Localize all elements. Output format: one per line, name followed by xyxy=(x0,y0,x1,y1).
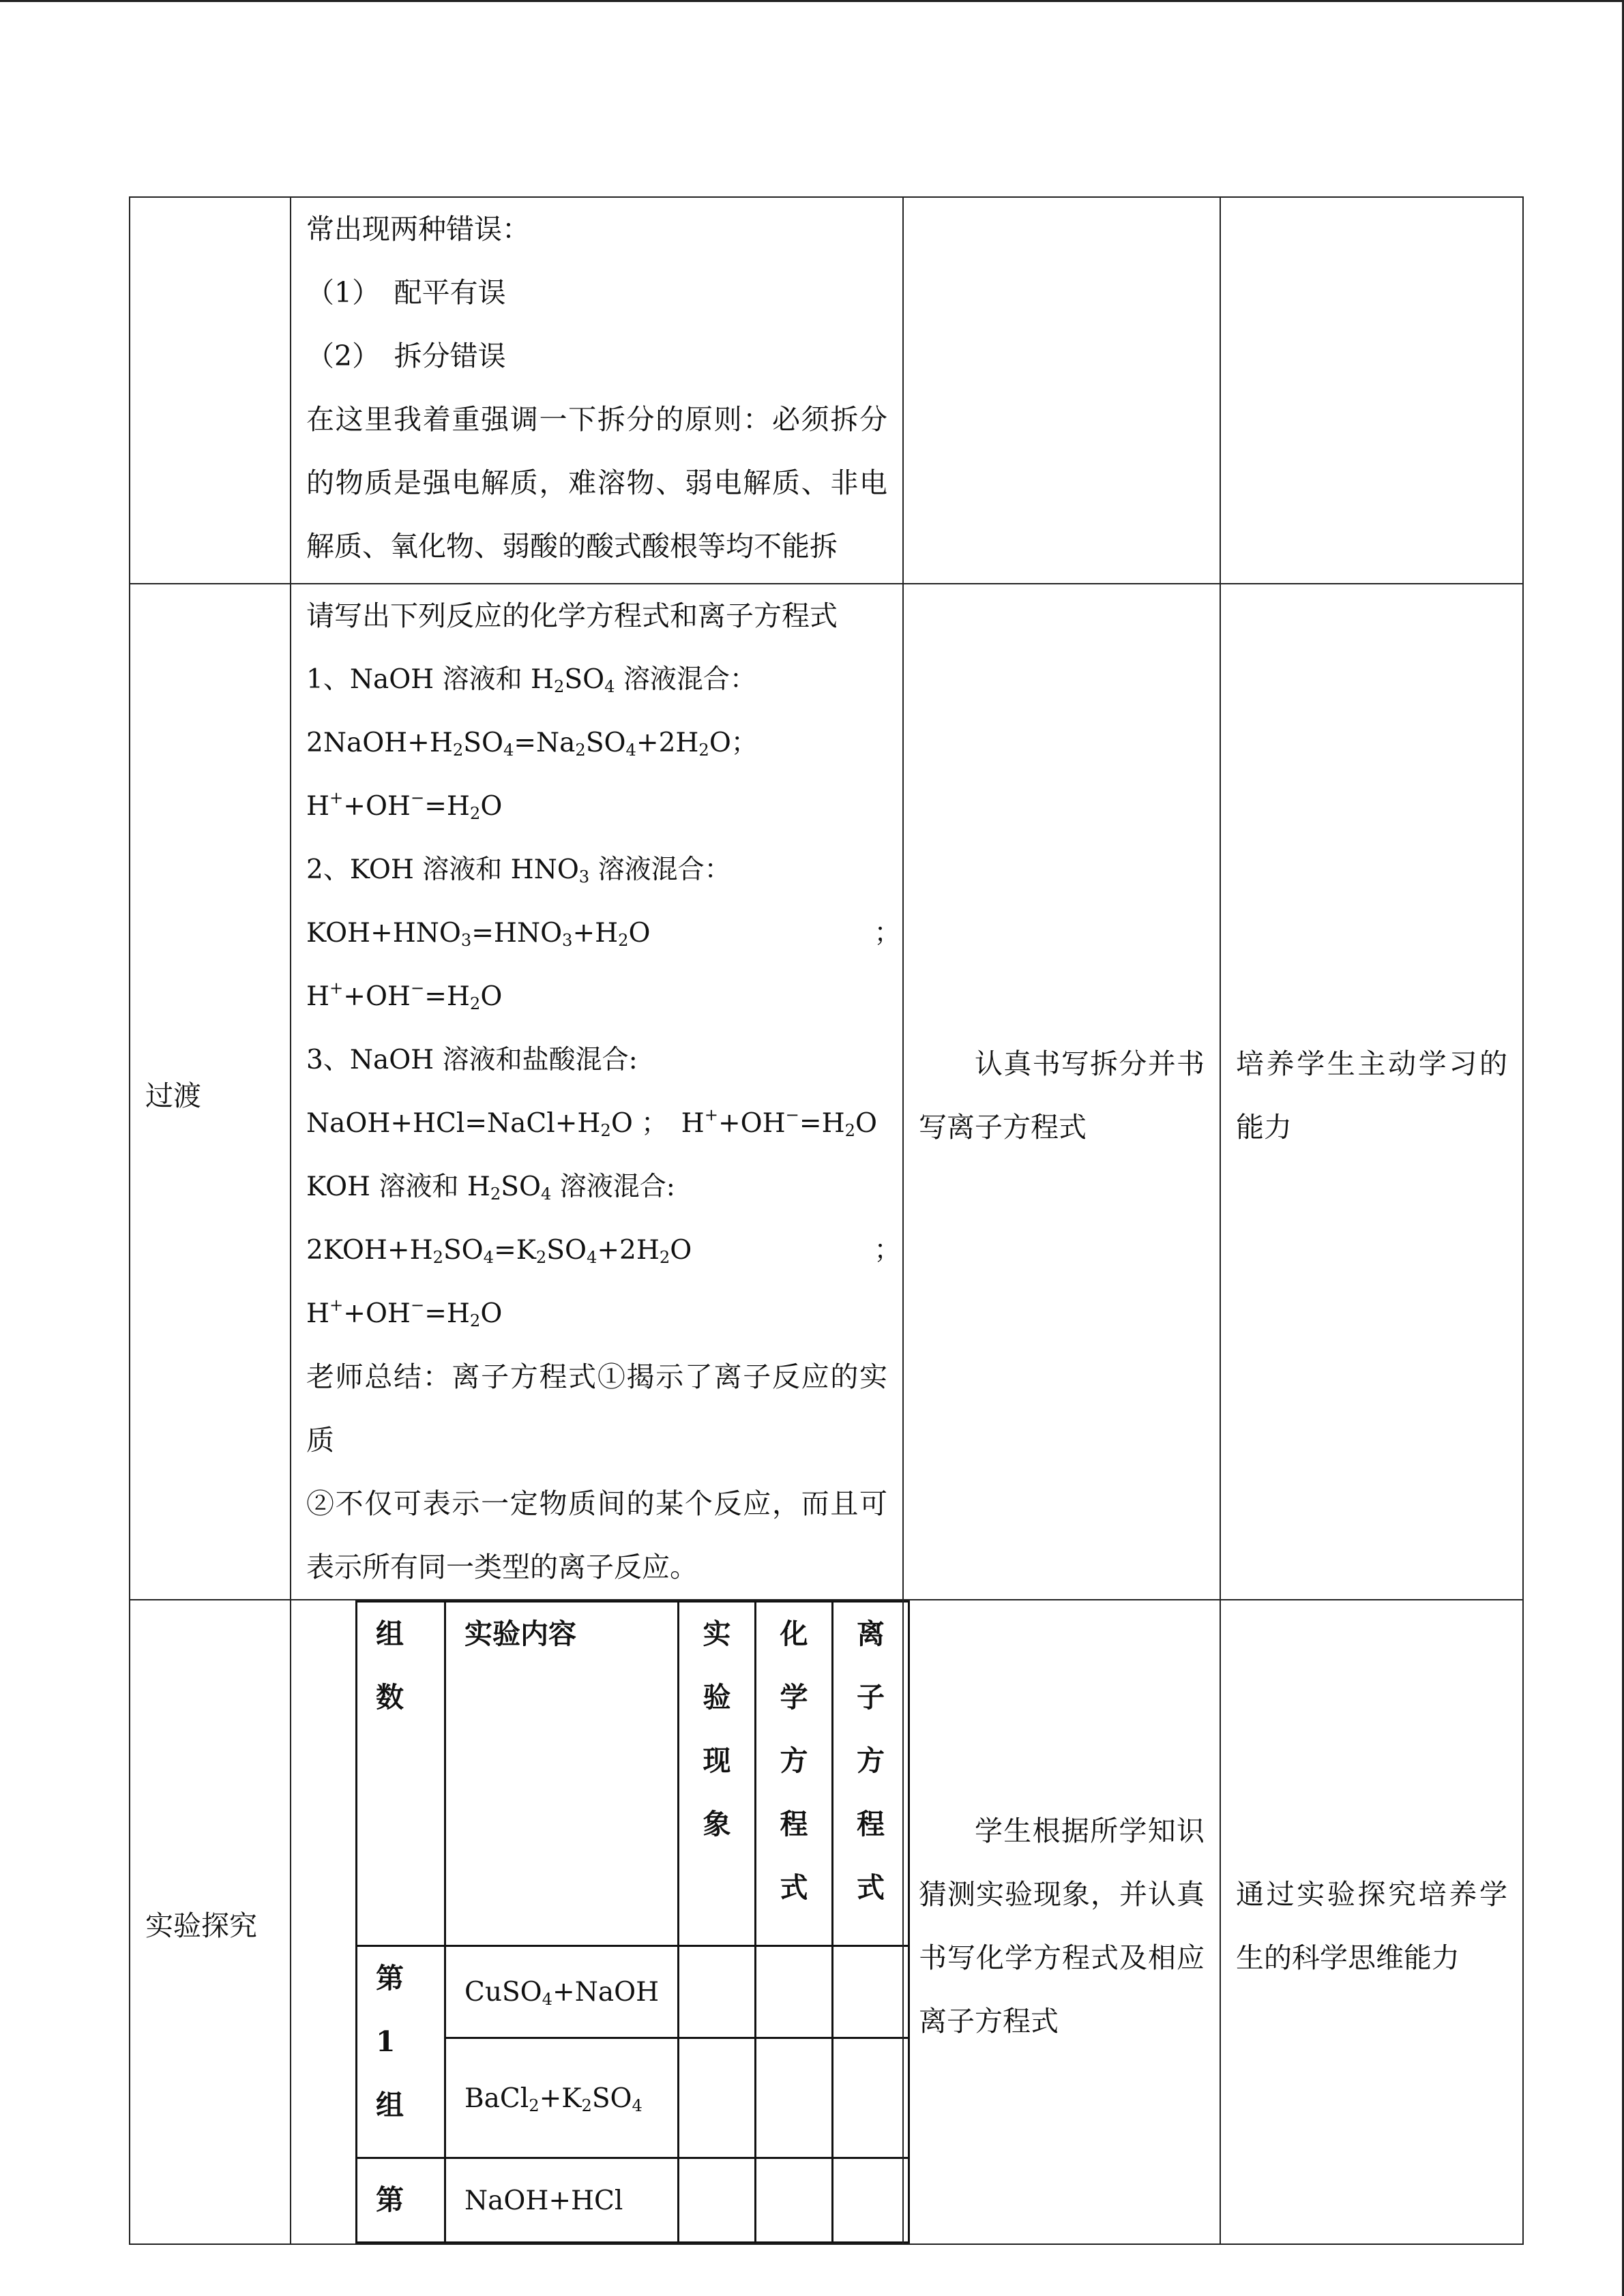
teacher-activity-cell xyxy=(291,197,903,584)
header-group: 组数 xyxy=(357,1602,445,1946)
student-activity-text: 学生根据所学知识猜测实验现象，并认真书写化学方程式及相应离子方程式 xyxy=(919,1814,1205,2038)
stage-cell xyxy=(130,197,291,584)
header-ion-eq: 离子方程式 xyxy=(833,1602,909,1946)
stage-cell: 实验探究 xyxy=(130,1600,291,2244)
purpose-cell xyxy=(1220,584,1523,1600)
purpose-text: 通过实验探究培养学生的科学思维能力 xyxy=(1236,1877,1507,1974)
header-content: 实验内容 xyxy=(445,1602,679,1946)
chem-eq-cell xyxy=(756,2038,833,2158)
student-activity-cell xyxy=(903,584,1220,1600)
purpose-cell xyxy=(1220,197,1523,584)
ion-eq-cell xyxy=(833,2038,909,2158)
phenomenon-cell xyxy=(679,2038,756,2158)
summary-2: ②不仅可表示一定物质间的某个反应，而且可表示所有同一类型的离子反应。 xyxy=(306,1487,887,1583)
ion-eq-cell xyxy=(833,1946,909,2038)
item-2-title: 2、KOH 溶液和 $HNO_3$ 溶液混合： xyxy=(306,854,731,887)
chem-eq-cell xyxy=(756,2158,833,2243)
stage-cell: 过渡 xyxy=(130,584,291,1600)
teacher-activity-cell xyxy=(291,1600,903,2244)
purpose-text: 培养学生主动学习的能力 xyxy=(1236,1047,1507,1144)
item-3-equation: $NaOH+HCl=NaCl+H_2O$ ； $H^++OH^-=H_2O$ xyxy=(306,1105,877,1141)
reaction-cell xyxy=(445,2158,679,2243)
error-intro: 常出现两种错误： xyxy=(306,213,530,245)
summary-1: 老师总结：离子方程式①揭示了离子反应的实质 xyxy=(306,1360,887,1457)
purpose-cell xyxy=(1220,1600,1523,2244)
reaction-cell xyxy=(445,1946,679,2038)
phenomenon-cell xyxy=(679,1946,756,2038)
reaction-bacl2-k2so4: $BaCl_2+K_2SO_4$ xyxy=(464,2083,643,2115)
item-1-title: 1、NaOH 溶液和 $H_2SO_4$ 溶液混合： xyxy=(306,664,756,697)
ion-eq-cell xyxy=(833,2158,909,2243)
table-row xyxy=(357,2158,909,2243)
header-chem-eq: 化学方程式 xyxy=(756,1602,833,1946)
lesson-plan-table xyxy=(129,196,1524,2245)
reaction-cell xyxy=(445,2038,679,2158)
student-activity-text: 认真书写拆分并书写离子方程式 xyxy=(919,1047,1205,1144)
reaction-naoh-hcl: NaOH+HCl xyxy=(464,2185,623,2216)
table-row xyxy=(357,1946,909,2038)
header-phenomenon: 实验现象 xyxy=(679,1602,756,1946)
error-item-1: （1） 配平有误 xyxy=(306,276,506,309)
split-principle: 在这里我着重强调一下拆分的原则：必须拆分的物质是强电解质，难溶物、弱电解质、非电解质、氧化物、弱酸的酸式酸根等均不能拆 xyxy=(306,403,887,563)
student-activity-cell xyxy=(903,1600,1220,2244)
reaction-cuso4-naoh: CuSO$_4$+NaOH xyxy=(464,1977,660,2010)
chem-eq-cell xyxy=(756,1946,833,2038)
item-1-equation: $2NaOH+H_2SO_4=Na_2SO_4+2H_2O$；$H^++OH^-=H_2O$ xyxy=(306,728,758,824)
group-2-label: 第 xyxy=(357,2158,445,2243)
item-2-equation: $KOH+HNO_3=HNO_3+H_2O$ ； $H^++OH^-=H_2O$ xyxy=(306,918,915,1014)
item-4-equation: $2KOH+H_2SO_4=K_2SO_4+2H_2O$ ； $H^++OH^-=H_2O$ xyxy=(306,1235,915,1331)
table-row xyxy=(130,197,1523,584)
error-item-2: （2） 拆分错误 xyxy=(306,340,506,372)
exercise-intro: 请写出下列反应的化学方程式和离子方程式 xyxy=(306,599,838,632)
group-1-label: 第1组 xyxy=(357,1946,445,2158)
student-activity-cell xyxy=(903,197,1220,584)
experiment-table xyxy=(355,1600,910,2243)
item-4-title: KOH 溶液和 $H_2SO_4$ 溶液混合: xyxy=(306,1172,675,1204)
item-3-title: 3、NaOH 溶液和盐酸混合: xyxy=(306,1045,638,1075)
experiment-header-row xyxy=(357,1602,909,1946)
table-row xyxy=(130,1600,1523,2244)
page-top-border xyxy=(0,0,1624,2)
table-row xyxy=(130,584,1523,1600)
phenomenon-cell xyxy=(679,2158,756,2243)
teacher-activity-cell xyxy=(291,584,915,1600)
